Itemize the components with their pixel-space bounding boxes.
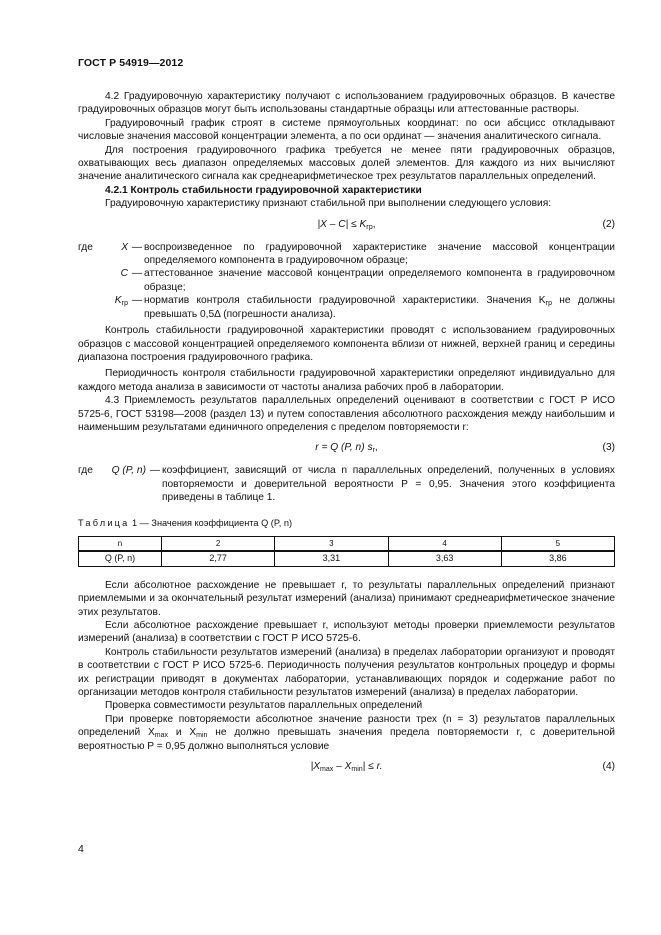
table-header-cell: n (79, 536, 162, 551)
definition-c: C — аттестованное значение массовой концентрации определяемого компонента в градуировочном образце; (120, 268, 615, 293)
paragraph-4-3: 4.3 Приемлемость результатов параллельных определений оценивают в соответствии с ГОСТ Р ИСО 5725-6, ГОСТ 53198—2008 (раздел 13) и путем сопоставления абсолютного расхождения между наибольшим и наименьшим результатами единичного определения с пределом повторяемости r: (78, 395, 615, 433)
definition-x: где X — воспроизведенное по градуировочной характеристике значение массовой концентрации определяемого компонента в градуировочном образце; (78, 241, 615, 267)
definition-k-gr: $K_{гр}$ — норматив контроля стабильности градуировочной характеристики. Значения $K_{гр}$ не должны превышать 0,5Δ (погрешности анализа). (114, 295, 616, 320)
table-header-cell: 5 (501, 536, 614, 551)
definitions-list-2 (78, 464, 615, 504)
table-cell: 3,63 (388, 551, 501, 566)
formula-3-number: (3) (602, 442, 615, 454)
formula-3 (78, 441, 615, 457)
page-content (78, 90, 615, 783)
formula-2 (78, 218, 615, 234)
formula-4-number: (4) (602, 761, 615, 773)
table-header-row (79, 536, 615, 551)
table-1-caption: Таблица 1 — Значения коэффициента Q (P, n) (78, 517, 293, 528)
paragraph-acceptable: Если абсолютное расхождение не превышает r, то результаты параллельных определений признают приемлемыми и за окончательный результат измерений (анализа) принимают среднеарифметическое значение этих результатов. (78, 579, 615, 618)
section-heading-4-2-1: 4.2.1 Контроль стабильности градуировочной характеристики (105, 184, 422, 196)
table-cell: 3,86 (501, 551, 614, 566)
paragraph-control-samples: Контроль стабильности градуировочной характеристики проводят с использованием градуировочных образцов с массовой концентрацией определяемого компонента вблизи от нижней, верхней границ и середины диапазона построения градуировочного графика. (78, 325, 615, 363)
page-number: 4 (78, 843, 84, 855)
paragraph-repeatability-check: При проверке повторяемости абсолютное значение разности трех (n = 3) результатов параллельных определений $X_{max}$ и $X_{min}$ не должно превышать значения предела повторяемости r, с доверительной вероятностью P = 0,95 должно выполняться условие (78, 713, 615, 752)
table-row (79, 551, 615, 566)
paragraph-stability-control: Контроль стабильности результатов измерений (анализа) в пределах лаборатории организуют и проводят в соответствии с ГОСТ Р ИСО 5725-6. Периодичность получения результатов контрольных процедур и формы их регистрации приводят в документах лаборатории, устанавливающих порядок и содержание работ по организации методов контроля стабильности результатов измерений (анализа) в пределах лаборатории. (78, 646, 615, 699)
formula-4 (78, 760, 615, 776)
paragraph-4-2: 4.2 Градуировочную характеристику получают с использованием градуировочных образцов. В качестве градуировочных образцов могут быть использованы стандартные образцы или аттестованные растворы. (78, 91, 615, 116)
definitions-list-1 (78, 241, 615, 321)
paragraph-compatibility: Проверка совместимости результатов параллельных определений (105, 700, 423, 712)
formula-2-number: (2) (602, 218, 615, 230)
paragraph-samples: Для построения градуировочного графика требуется не менее пяти градуировочных образцов, охватывающих весь диапазон определяемых массовых долей элементов. Для каждого из них вычисляют значение аналитического сигнала как среднеарифметическое трех результатов параллельных определений. (78, 144, 615, 183)
paragraph-periodicity: Периодичность контроля стабильности градуировочной характеристики определяют индивидуально для каждого метода анализа в зависимости от частоты анализа рабочих проб в лаборатории. (78, 368, 615, 393)
table-header-cell: 2 (162, 536, 275, 551)
formula-2-expression: $|X - C| \le K_{гр}$, (317, 218, 376, 231)
table-header-cell: 4 (388, 536, 501, 551)
table-cell: 2,77 (162, 551, 275, 566)
page-header: ГОСТ Р 54919—2012 (78, 57, 184, 69)
where-label: где (78, 241, 93, 253)
paragraph-exceeds: Если абсолютное расхождение превышает r, используют методы проверки приемлемости результатов измерений (анализа) в соответствии с ГОСТ Р ИСО 5725-6. (78, 620, 615, 645)
table-1 (78, 536, 615, 567)
table-header-cell: 3 (275, 536, 388, 551)
table-cell: 3,31 (275, 551, 388, 566)
paragraph-condition: Градуировочную характеристику признают стабильной при выполнении следующего условия: (105, 198, 552, 210)
formula-4-expression: $|X_{max} - X_{min}| \le r$. (310, 761, 383, 774)
table-cell: Q (P, n) (79, 551, 162, 566)
paragraph-graph: Градуировочный график строят в системе прямоугольных координат: по оси абсцисс откладывают числовые значения массовой концентрации элемента, а по оси ординат — значения аналитического сигнала. (78, 117, 615, 143)
formula-3-expression: r = Q (P, n) $s_r$, (315, 442, 378, 455)
definition-q: где Q (P, n) — коэффициент, зависящий от числа n параллельных определений, полученных в условиях повторяемости и доверительной вероятности P = 0,95. Значения этого коэффициента приведены в таблице 1. (78, 465, 615, 504)
